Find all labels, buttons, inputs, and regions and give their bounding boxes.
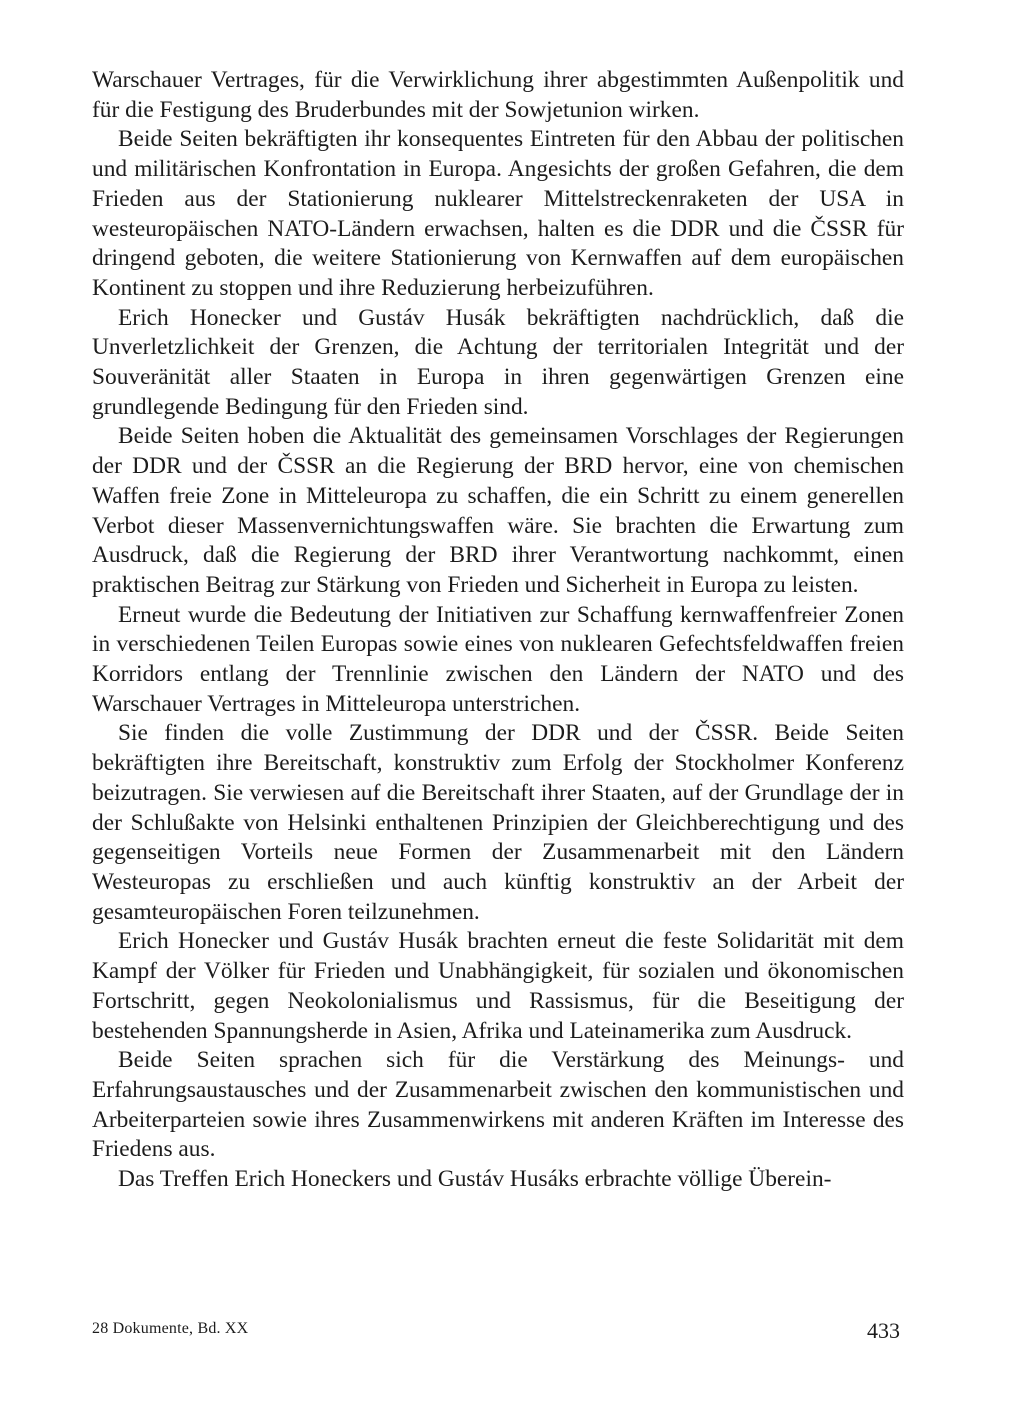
page-footer xyxy=(92,1318,904,1348)
paragraph: Beide Seiten sprachen sich für die Verstärkung des Meinungs- und Erfahrungsaustausches und der Zusammenarbeit zwischen den kommunistischen und Arbeiterparteien sowie ihres Zusammenwirkens mit anderen Kräften im Interesse des Friedens aus. xyxy=(92,1047,904,1163)
paragraph: Beide Seiten hoben die Aktualität des gemeinsamen Vorschlages der Regierungen der DDR und der ČSSR an die Regierung der BRD hervor, eine von chemischen Waffen freie Zone in Mitteleuropa zu schaffen, die ein Schritt zu einem generellen Verbot dieser Massenvernichtungswaffen wäre. Sie brachten die Erwartung zum Ausdruck, daß die Regierung der BRD ihrer Verantwortung nachkommt, einen praktischen Beitrag zur Stärkung von Frieden und Sicherheit in Europa zu leisten. xyxy=(92,423,904,598)
printer-signature: 28 Dokumente, Bd. XX xyxy=(92,1320,249,1337)
paragraph: Erich Honecker und Gustáv Husák brachten erneut die feste Solidarität mit dem Kampf der Völker für Frieden und Unabhängigkeit, für sozialen und ökonomischen Fortschritt, gegen Neokolonialismus und Rassismus, für die Beseitigung der bestehenden Spannungsherde in Asien, Afrika und Lateinamerika zum Ausdruck. xyxy=(92,928,904,1044)
paragraph: Sie finden die volle Zustimmung der DDR und der ČSSR. Beide Seiten bekräftigten ihre Bereitschaft, konstruktiv zum Erfolg der Stockholmer Konferenz beizutragen. Sie verwiesen auf die Bereitschaft ihrer Staaten, auf der Grundlage der in der Schlußakte von Helsinki enthaltenen Prinzipien der Gleichberechtigung und des gegenseitigen Vorteils neue Formen der Zusammenarbeit mit den Ländern Westeuropas zu erschließen und auch künftig konstruktiv an der Arbeit der gesamteuropäischen Foren teilzunehmen. xyxy=(92,720,904,925)
page-number: 433 xyxy=(867,1318,900,1343)
paragraph: Erneut wurde die Bedeutung der Initiativen zur Schaffung kernwaffenfreier Zonen in verschiedenen Teilen Europas sowie eines von nuklearen Gefechtsfeldwaffen freien Korridors entlang der Trennlinie zwischen den Ländern der NATO und des Warschauer Vertrages in Mitteleuropa unterstrichen. xyxy=(92,601,904,717)
body-text xyxy=(92,66,904,1195)
paragraph-continuation: Warschauer Vertrages, für die Verwirklichung ihrer abgestimmten Außenpolitik und für die Festigung des Bruderbundes mit der Sowjetunion wirken. xyxy=(92,67,904,123)
paragraph: Erich Honecker und Gustáv Husák bekräftigten nachdrücklich, daß die Unverletzlichkeit der Grenzen, die Achtung der territorialen Integrität und der Souveränität aller Staaten in Europa in ihren gegenwärtigen Grenzen eine grundlegende Bedingung für den Frieden sind. xyxy=(92,304,904,420)
paragraph: Das Treffen Erich Honeckers und Gustáv Husáks erbrachte völlige Überein- xyxy=(118,1166,832,1193)
paragraph: Beide Seiten bekräftigten ihr konsequentes Eintreten für den Abbau der politischen und militärischen Konfrontation in Europa. Angesichts der großen Gefahren, die dem Frieden aus der Stationierung nuklearer Mittelstreckenraketen der USA in westeuropäischen NATO-Ländern erwachsen, halten es die DDR und die ČSSR für dringend geboten, die weitere Stationierung von Kernwaffen auf dem europäischen Kontinent zu stoppen und ihre Reduzierung herbeizuführen. xyxy=(92,126,904,301)
